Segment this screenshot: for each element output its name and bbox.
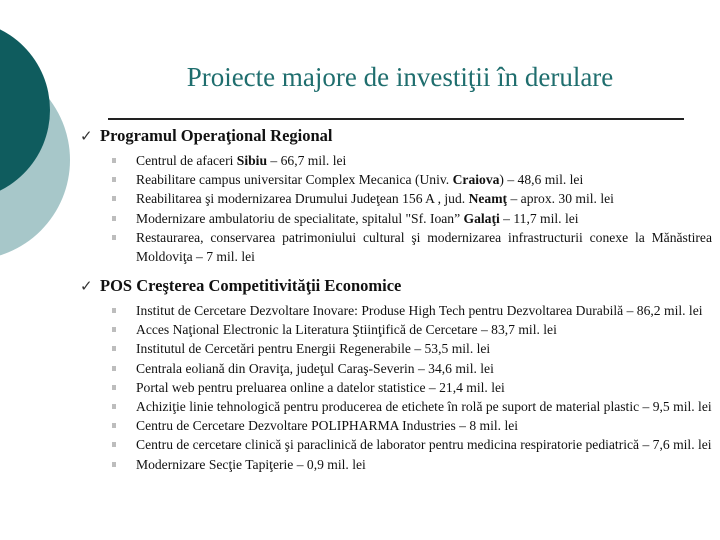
square-bullet-icon [112,196,116,201]
square-bullet-icon [112,235,116,240]
decorative-circles [0,0,80,300]
square-bullet-icon [112,423,116,428]
square-bullet-icon [112,158,116,163]
square-bullet-icon [112,177,116,182]
section-programul-operational-regional [80,126,712,266]
list-item: Centru de Cercetare Dezvoltare POLIPHARMA Industries – 8 mil. lei [80,416,712,435]
list-item: Modernizare ambulatoriu de specialitate, spitalul "Sf. Ioan” Galaţi – 11,7 mil. lei [80,209,712,228]
check-icon: ✓ [80,277,93,295]
square-bullet-icon [112,404,116,409]
list-item: Restaurarea, conservarea patrimoniului cultural şi modernizarea infrastructurii conexe la Mănăstirea Moldoviţa – 7 mil. lei [80,228,712,266]
square-bullet-icon [112,385,116,390]
square-bullet-icon [112,216,116,221]
square-bullet-icon [112,308,116,313]
list-item: Achiziţie linie tehnologică pentru producerea de etichete în rolă pe suport de material plastic – 9,5 mil. lei [80,397,712,416]
title-divider [108,118,684,120]
square-bullet-icon [112,366,116,371]
page-title: Proiecte majore de investiţii în derulare [186,62,614,92]
list-item: Centrala eoliană din Oraviţa, judeţul Caraş-Severin – 34,6 mil. lei [80,359,712,378]
list-item: Portal web pentru preluarea online a datelor statistice – 21,4 mil. lei [80,378,712,397]
section-title: Programul Operaţional Regional [100,126,333,145]
square-bullet-icon [112,442,116,447]
list-item: Centru de cercetare clinică şi paraclinică de laborator pentru medicina respiratorie pediatrică – 7,6 mil. lei [80,435,712,454]
check-icon: ✓ [80,127,93,145]
list-item: Reabilitarea şi modernizarea Drumului Judeţean 156 A , jud. Neamţ – aprox. 30 mil. lei [80,189,712,208]
section-pos-competitivitate [80,276,712,474]
section-header [80,276,712,298]
square-bullet-icon [112,327,116,332]
project-list [80,151,712,266]
list-item: Acces Naţional Electronic la Literatura Ştiinţifică de Cercetare – 83,7 mil. lei [80,320,712,339]
list-item: Centrul de afaceri Sibiu – 66,7 mil. lei [80,151,712,170]
list-item: Institut de Cercetare Dezvoltare Inovare: Produse High Tech pentru Dezvoltarea Durabilă – 86,2 mil. lei [80,301,712,320]
square-bullet-icon [112,462,116,467]
list-item: Reabilitare campus universitar Complex Mecanica (Univ. Craiova) – 48,6 mil. lei [80,170,712,189]
list-item: Modernizare Secţie Tapiţerie – 0,9 mil. lei [80,455,712,474]
list-item: Institutul de Cercetări pentru Energii Regenerabile – 53,5 mil. lei [80,339,712,358]
section-title: POS Creşterea Competitivităţii Economice [100,276,402,295]
project-list [80,301,712,474]
square-bullet-icon [112,346,116,351]
section-header [80,126,712,148]
